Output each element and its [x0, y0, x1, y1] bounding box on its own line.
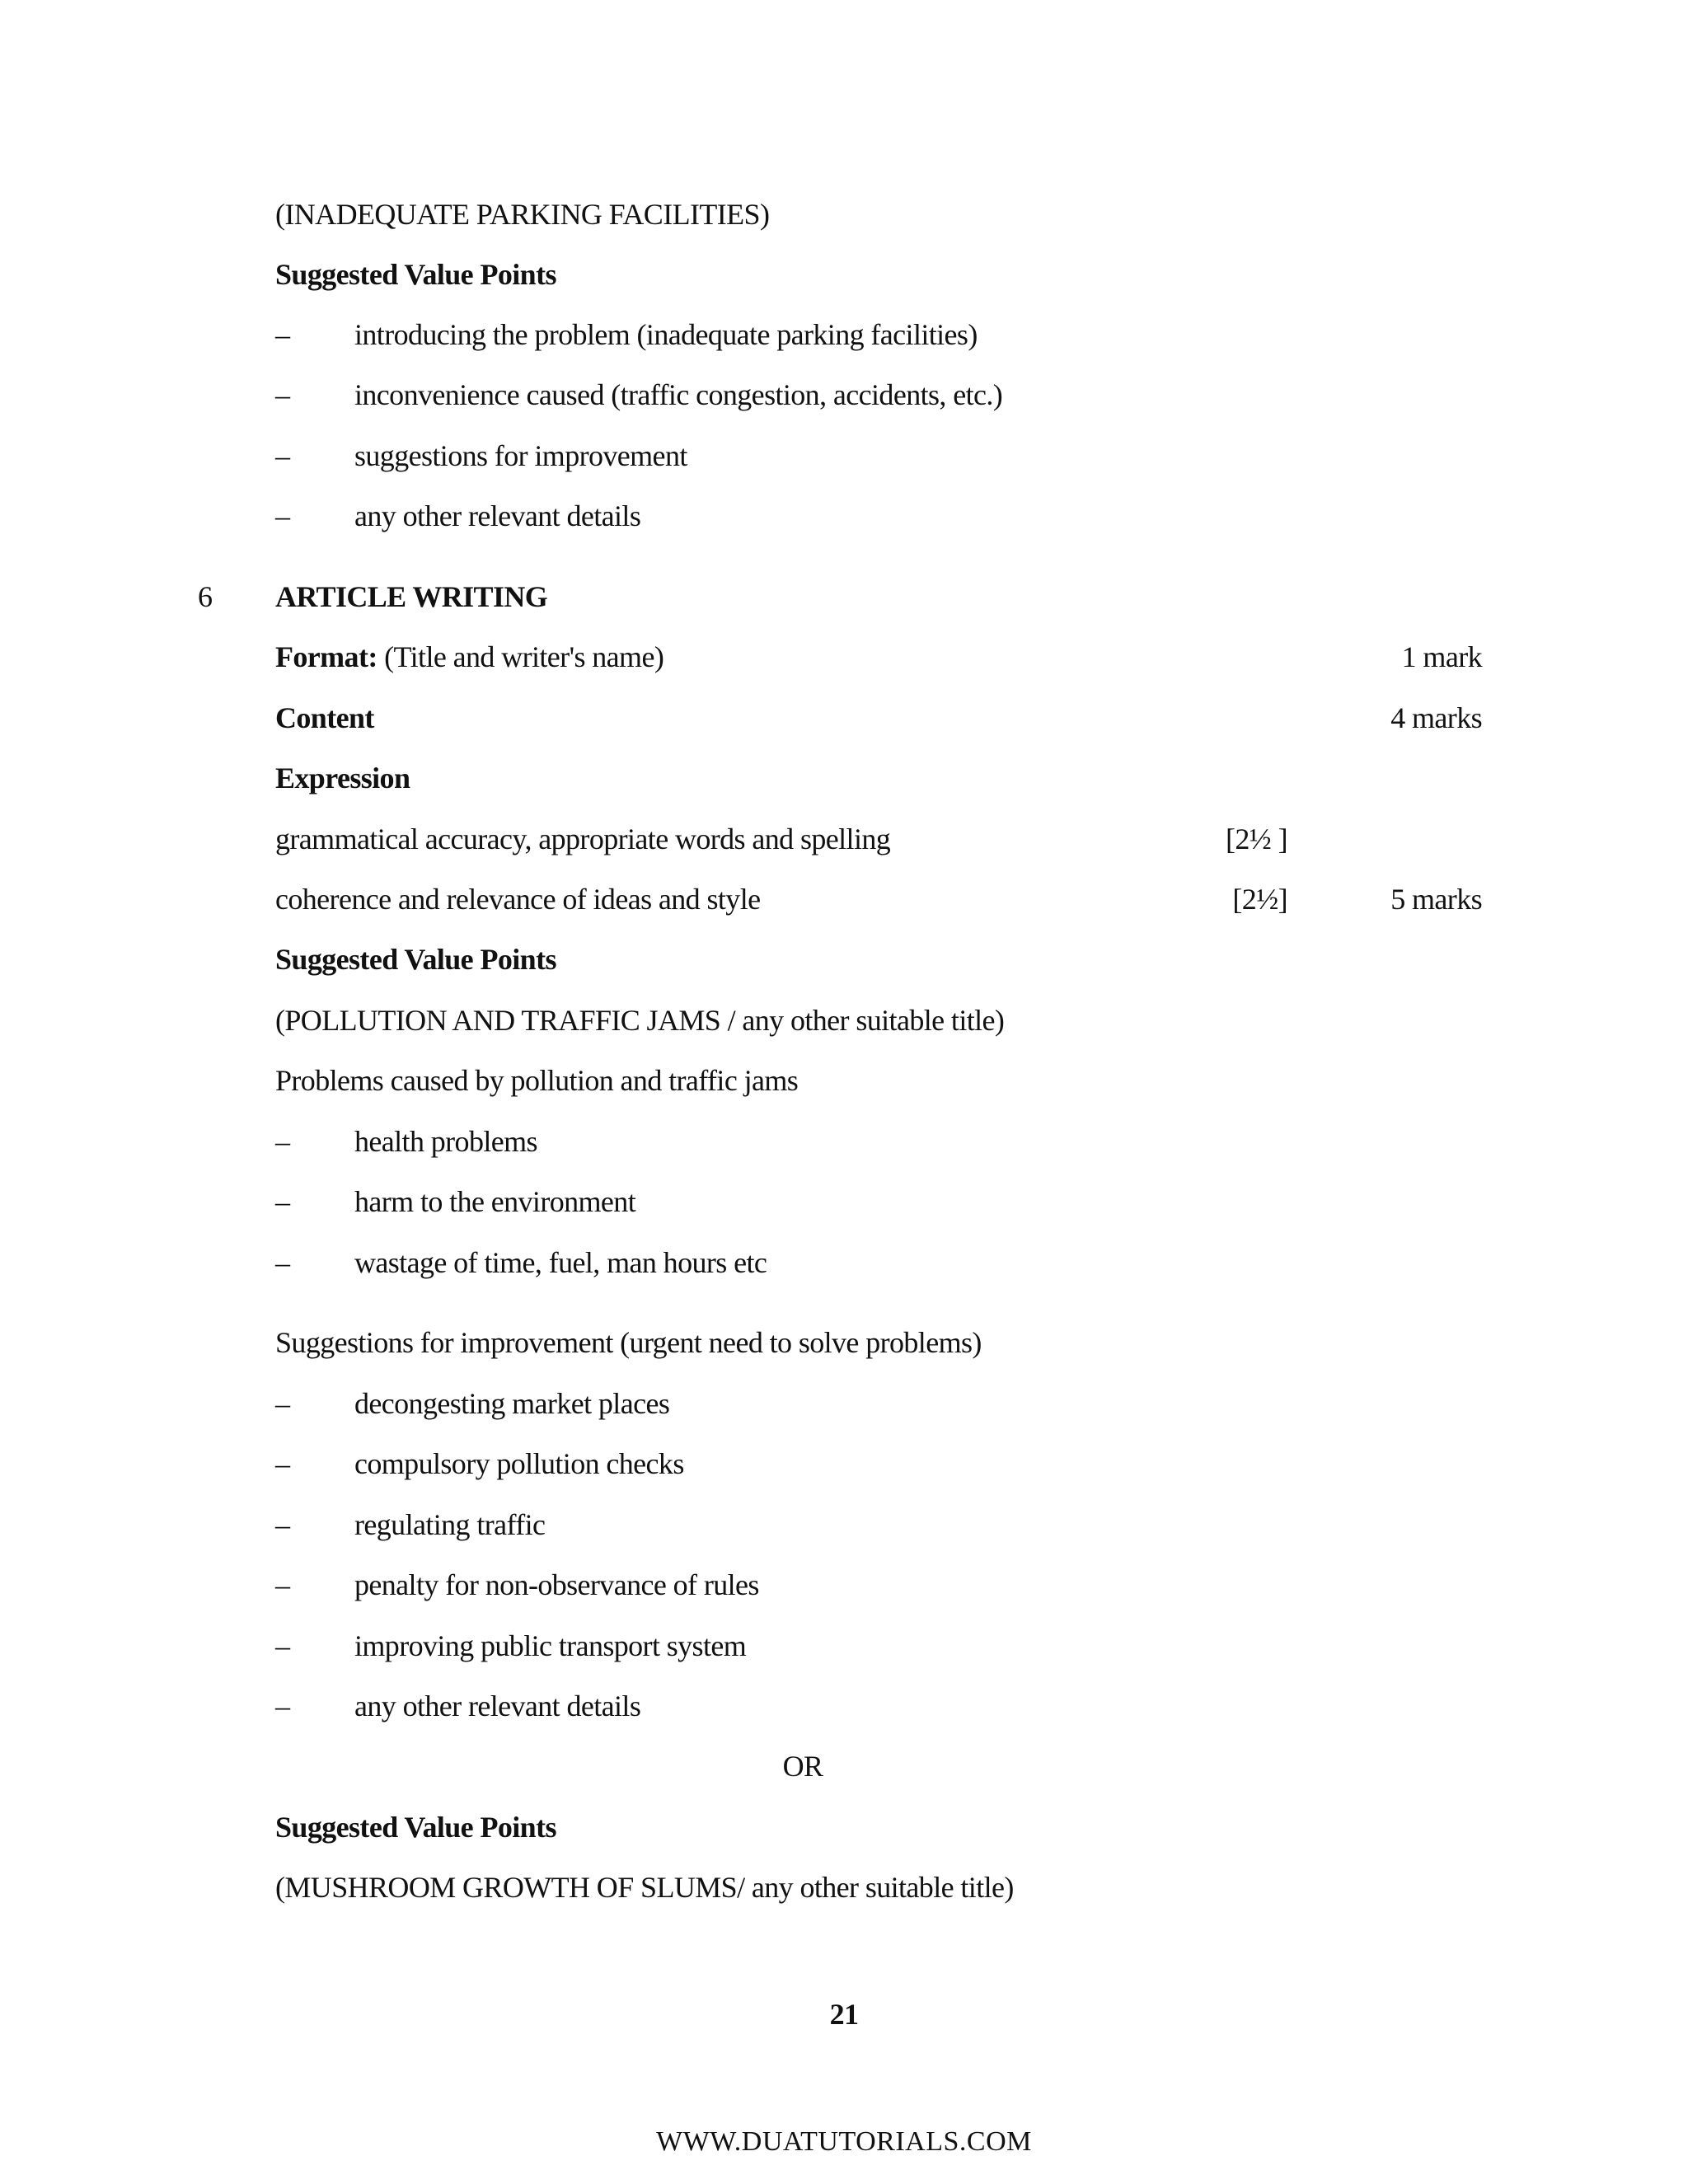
parking-title: (INADEQUATE PARKING FACILITIES) — [275, 198, 770, 231]
expression-label: Expression — [275, 762, 410, 794]
problems-intro: Problems caused by pollution and traffic jams — [275, 1064, 799, 1097]
bullet-dash: – — [275, 499, 290, 532]
suggestion-5: improving public transport system — [354, 1629, 747, 1662]
section-heading: ARTICLE WRITING — [275, 580, 548, 613]
bullet-dash: – — [275, 1568, 290, 1601]
suggestion-1: decongesting market places — [354, 1387, 670, 1420]
question-number: 6 — [198, 580, 213, 613]
expression-marks: 5 marks — [1390, 883, 1482, 916]
svp-heading-parking: Suggested Value Points — [275, 258, 556, 291]
format-line — [275, 642, 663, 672]
bullet-dash: – — [275, 1387, 290, 1420]
parking-point-3: suggestions for improvement — [354, 439, 687, 472]
option2-title: (MUSHROOM GROWTH OF SLUMS/ any other suitable title) — [275, 1871, 1014, 1904]
parking-point-2: inconvenience caused (traffic congestion, accidents, etc.) — [354, 378, 1003, 411]
bullet-dash: – — [275, 1508, 290, 1541]
bullet-dash: – — [275, 1690, 290, 1722]
problem-1: health problems — [354, 1125, 537, 1158]
suggestion-4: penalty for non-observance of rules — [354, 1568, 759, 1601]
problem-2: harm to the environment — [354, 1185, 636, 1218]
suggestion-3: regulating traffic — [354, 1508, 546, 1541]
website-footer: WWW.DUATUTORIALS.COM — [656, 2126, 1032, 2157]
svp-heading-slums: Suggested Value Points — [275, 1811, 556, 1844]
format-text: (Title and writer's name) — [384, 640, 664, 673]
bullet-dash: – — [275, 1125, 290, 1158]
format-label: Format: — [275, 640, 377, 673]
or-divider: OR — [782, 1750, 823, 1783]
parking-point-4: any other relevant details — [354, 499, 641, 532]
suggestions-intro: Suggestions for improvement (urgent need to solve problems) — [275, 1326, 982, 1359]
problem-3: wastage of time, fuel, man hours etc — [354, 1246, 767, 1279]
suggestion-2: compulsory pollution checks — [354, 1447, 684, 1480]
expression-row-1-sub: [2½ ] — [1226, 823, 1287, 855]
bullet-dash: – — [275, 318, 290, 351]
bullet-dash: – — [275, 1246, 290, 1279]
content-label: Content — [275, 701, 374, 734]
expression-row-1-text: grammatical accuracy, appropriate words and spelling — [275, 823, 891, 855]
bullet-dash: – — [275, 1185, 290, 1218]
page-number: 21 — [829, 1998, 859, 2031]
bullet-dash: – — [275, 1629, 290, 1662]
bullet-dash: – — [275, 378, 290, 411]
option1-title: (POLLUTION AND TRAFFIC JAMS / any other suitable title) — [275, 1004, 1005, 1037]
format-marks: 1 mark — [1401, 640, 1482, 673]
content-marks: 4 marks — [1390, 701, 1482, 734]
bullet-dash: – — [275, 1447, 290, 1480]
expression-row-2-sub: [2½] — [1232, 883, 1287, 916]
expression-row-2-text: coherence and relevance of ideas and style — [275, 883, 761, 916]
parking-point-1: introducing the problem (inadequate parking facilities) — [354, 318, 978, 351]
suggestion-6: any other relevant details — [354, 1690, 641, 1722]
svp-heading-article: Suggested Value Points — [275, 943, 556, 976]
bullet-dash: – — [275, 439, 290, 472]
